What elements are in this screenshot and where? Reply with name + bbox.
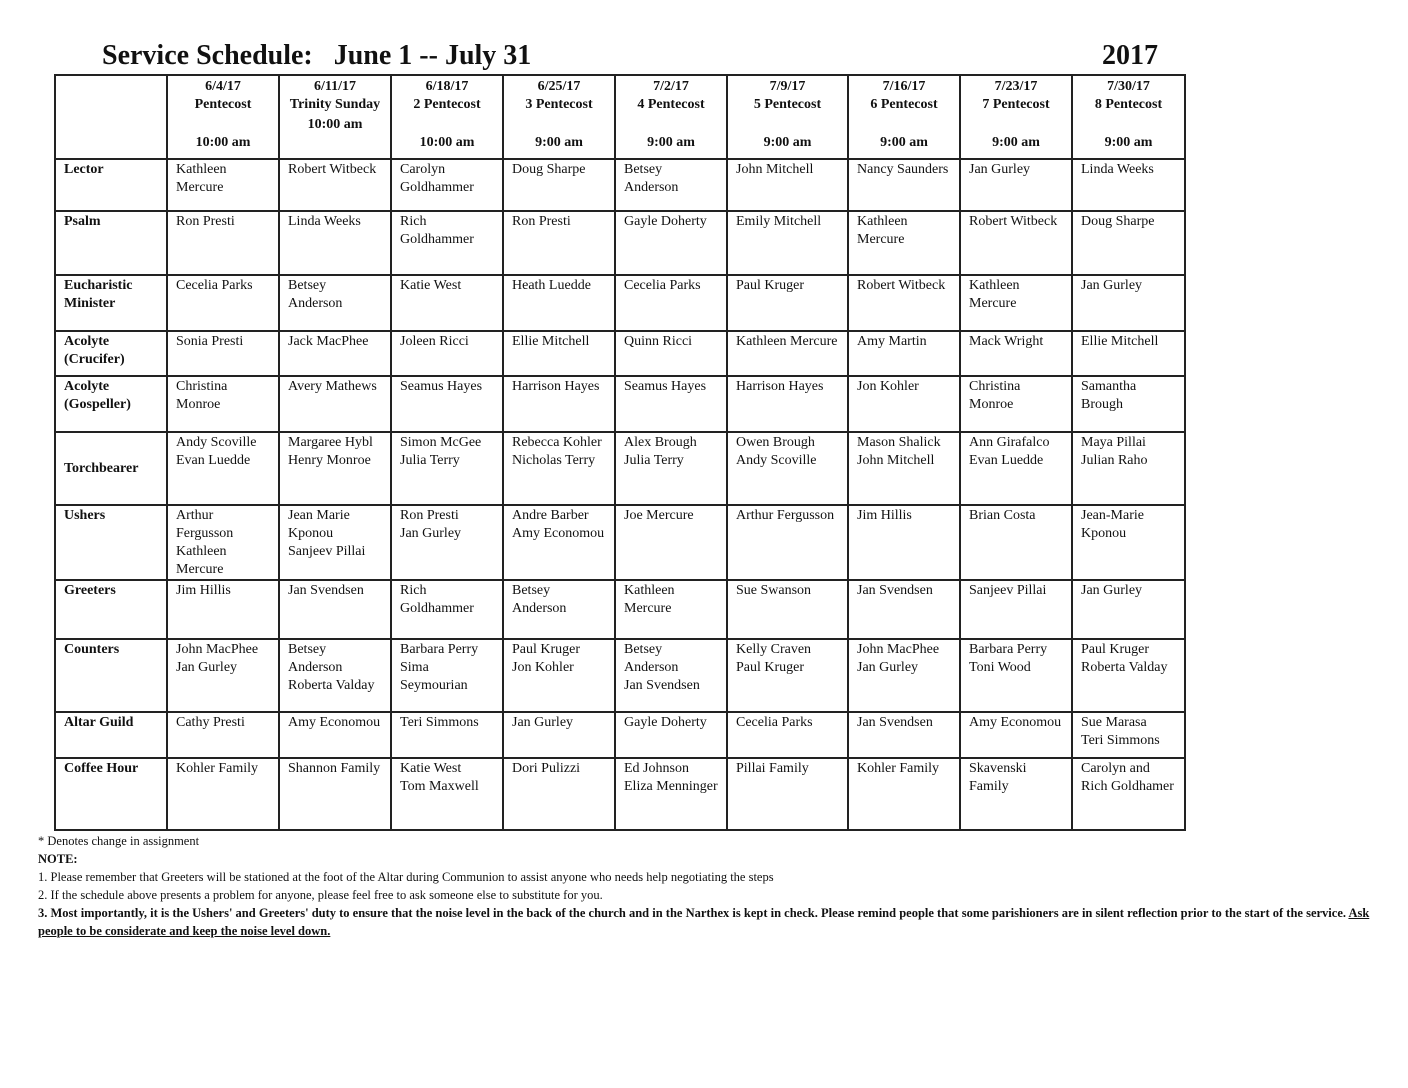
assignment-cell [615,580,727,639]
assignment-cell [279,712,391,758]
assignee-name: Jan Gurley [857,660,919,675]
assignment-cell [1072,758,1185,830]
column-service-name: 4 Pentecost [637,97,705,112]
column-date: 6/18/17 [425,79,469,94]
assignment-cell [1072,159,1185,211]
note-2: 2. If the schedule above presents a problem for anyone, please feel free to ask someone else to substitute for you. [38,888,603,902]
assignment-cell [391,211,503,275]
assignment-cell [279,211,391,275]
table-row [55,331,1185,376]
assignee-name: Joleen Ricci [400,334,469,349]
assignee-name: Jan Svendsen [288,583,364,598]
assignee-name: Ann Girafalco [969,435,1050,450]
assignee-name: Pillai Family [736,761,809,776]
assignment-cell [960,639,1072,712]
assignee-name: Doug Sharpe [512,162,586,177]
assignee-name: John Mitchell [857,453,935,468]
note-3-text: 3. Most importantly, it is the Ushers' and Greeters' duty to ensure that the noise level in the back of the church and in the Narthex is kept in check. Please remind people that some parishioners are in silent reflection prior to the start of the service. [38,906,1349,920]
assignee-name: Mason Shalick [857,435,941,450]
assignment-cell [960,376,1072,432]
assignee-name: Roberta Valday [1081,660,1168,675]
assignee-name: Paul Kruger [736,278,805,293]
assignee-name: Seamus Hayes [624,379,707,394]
assignment-cell [391,505,503,580]
assignee-name: Roberta Valday [288,678,375,693]
assignee-name: Sue Swanson [736,583,812,598]
column-header [727,75,848,159]
assignment-cell [167,275,279,331]
column-service-name: 3 Pentecost [525,97,593,112]
assignment-cell [167,432,279,505]
assignee-name: Henry Monroe [288,453,371,468]
assignment-cell [615,275,727,331]
assignee-name: Alex Brough [624,435,697,450]
assignee-name: Brian Costa [969,508,1036,523]
assignee-name: Harrison Hayes [736,379,824,394]
assignee-name: Kohler Family [176,761,259,776]
assignment-cell [279,159,391,211]
assignment-cell [615,376,727,432]
assignment-cell [391,432,503,505]
assignee-name: Amy Economou [288,715,381,730]
assignee-name: Amy Economou [969,715,1062,730]
column-service-time: 10:00 am [419,135,475,150]
assignment-cell [848,639,960,712]
assignment-cell [960,712,1072,758]
assignee-name: Margaree Hybl [288,435,373,450]
assignment-cell [167,505,279,580]
assignment-cell [167,639,279,712]
table-row [55,712,1185,758]
note-3-underlined: Ask people to be considerate and keep the noise level down. [38,906,1370,938]
assignee-name: Simon McGee [400,435,482,450]
assignment-cell [727,712,848,758]
assignment-cell [279,275,391,331]
table-row [55,758,1185,830]
column-header [960,75,1072,159]
column-header [1072,75,1185,159]
schedule-year: 2017 [1102,40,1158,71]
assignment-cell [279,580,391,639]
schedule-table [54,74,1186,831]
assignment-cell [167,580,279,639]
assignment-cell [960,159,1072,211]
assignment-cell [848,758,960,830]
note-1: 1. Please remember that Greeters will be stationed at the foot of the Altar during Communion to assist anyone who needs help negotiating the steps [38,870,774,884]
assignee-name: Nancy Saunders [857,162,949,177]
assignment-cell [848,159,960,211]
assignee-name: Barbara Perry [969,642,1048,657]
assignment-cell [960,580,1072,639]
column-date: 7/30/17 [1107,79,1150,94]
assignment-cell [167,211,279,275]
assignee-name: Rich Goldhammer [400,214,474,247]
assignee-name: Betsey Anderson [288,642,343,675]
assignee-name: Arthur Fergusson [176,508,234,541]
assignee-name: Paul Kruger [1081,642,1150,657]
assignee-name: Gayle Doherty [624,715,707,730]
assignee-name: Amy Martin [857,334,927,349]
assignee-name: Avery Mathews [288,379,377,394]
assignee-name: Jean Marie Kponou [288,508,350,541]
assignee-name: Kathleen Mercure [176,544,227,577]
assignment-cell [391,275,503,331]
assignment-cell [167,376,279,432]
assignment-cell [727,580,848,639]
assignee-name: Emily Mitchell [736,214,822,229]
assignment-cell [503,432,615,505]
column-header [503,75,615,159]
column-service-name: 8 Pentecost [1094,97,1163,112]
assignee-name: Betsey Anderson [512,583,567,616]
assignment-cell [727,159,848,211]
column-service-time: 9:00 am [880,135,928,150]
assignee-name: Julia Terry [400,453,460,468]
column-service-time: 9:00 am [647,135,695,150]
assignee-name: Kelly Craven [736,642,812,657]
assignee-name: Sima Seymourian [400,660,468,693]
assignee-name: Gayle Doherty [624,214,707,229]
assignee-name: Christina Monroe [969,379,1021,412]
assignee-name: Ron Presti [400,508,459,523]
assignment-cell [1072,580,1185,639]
assignment-cell [615,432,727,505]
assignee-name: Jan Gurley [1081,583,1143,598]
assignment-cell [391,376,503,432]
assignee-name: Harrison Hayes [512,379,600,394]
column-header [167,75,279,159]
role-label: Psalm [55,211,167,275]
assignee-name: Jim Hillis [176,583,231,598]
column-date: 7/9/17 [769,79,806,94]
column-service-name: Trinity Sunday [289,97,381,112]
assignment-cell [1072,376,1185,432]
assignment-cell [1072,331,1185,376]
assignment-cell [279,331,391,376]
table-row [55,639,1185,712]
column-service-name: 5 Pentecost [753,97,822,112]
assignment-cell [391,331,503,376]
assignee-name: Arthur Fergusson [736,508,835,523]
assignment-cell [727,211,848,275]
role-label: Eucharistic Minister [55,275,167,331]
assignee-name: Eliza Menninger [624,779,718,794]
assignment-cell [848,211,960,275]
assignee-name: Owen Brough [736,435,815,450]
column-header [279,75,391,159]
assignment-cell [960,758,1072,830]
role-label: Acolyte (Crucifer) [55,331,167,376]
assignment-cell [848,275,960,331]
assignee-name: Ed Johnson [624,761,689,776]
assignment-cell [391,580,503,639]
table-row [55,580,1185,639]
assignee-name: Andy Scoville [176,435,257,450]
role-label: Counters [55,639,167,712]
assignee-name: Betsey Anderson [288,278,343,311]
assignment-cell [1072,211,1185,275]
assignee-name: Cecelia Parks [736,715,813,730]
assignment-cell [727,275,848,331]
assignee-name: Jim Hillis [857,508,912,523]
assignment-cell [615,211,727,275]
assignee-name: Rebecca Kohler [512,435,602,450]
assignee-name: Samantha Brough [1081,379,1137,412]
assignee-name: Betsey Anderson [624,162,679,195]
table-row [55,211,1185,275]
assignment-cell [503,758,615,830]
assignee-name: John Mitchell [736,162,814,177]
column-service-name: Pentecost [194,97,252,112]
table-body [55,159,1185,830]
assignment-cell [279,758,391,830]
assignee-name: Paul Kruger [512,642,581,657]
assignment-cell [391,639,503,712]
assignment-cell [503,211,615,275]
assignee-name: Evan Luedde [969,453,1044,468]
assignment-cell [167,758,279,830]
assignment-cell [848,331,960,376]
assignment-cell [727,758,848,830]
assignee-name: Linda Weeks [1081,162,1154,177]
assignment-cell [960,211,1072,275]
assignment-cell [1072,639,1185,712]
assignee-name: Jon Kohler [512,660,574,675]
assignment-cell [727,505,848,580]
assignee-name: Doug Sharpe [1081,214,1155,229]
assignee-name: Robert Witbeck [857,278,946,293]
assignee-name: Heath Luedde [512,278,591,293]
assignee-name: Jean-Marie Kponou [1081,508,1144,541]
assignment-cell [503,580,615,639]
table-row [55,376,1185,432]
column-service-time: 9:00 am [535,135,583,150]
assignment-cell [279,639,391,712]
assignee-name: Jack MacPhee [288,334,369,349]
role-label: Acolyte (Gospeller) [55,376,167,432]
assignment-cell [727,376,848,432]
role-label: Lector [55,159,167,211]
assignee-name: Ron Presti [176,214,235,229]
assignment-cell [615,159,727,211]
table-row [55,505,1185,580]
assignee-name: Kathleen Mercure [969,278,1020,311]
assignee-name: Teri Simmons [1081,733,1160,748]
assignee-name: Betsey Anderson [624,642,679,675]
assignee-name: Sonia Presti [176,334,244,349]
column-date: 7/23/17 [994,79,1038,94]
assignment-cell [503,159,615,211]
column-header [615,75,727,159]
assignee-name: Robert Witbeck [288,162,377,177]
assignment-cell [503,275,615,331]
assignee-name: Jan Svendsen [857,583,933,598]
assignee-name: Kathleen Mercure [736,334,838,349]
assignment-cell [848,376,960,432]
assignee-name: Cathy Presti [176,715,245,730]
assignee-name: Mack Wright [969,334,1044,349]
assignment-cell [615,712,727,758]
assignment-cell [1072,505,1185,580]
assignee-name: Amy Economou [512,526,605,541]
assignee-name: Teri Simmons [400,715,479,730]
corner-cell [55,75,167,159]
assignment-cell [848,505,960,580]
assignment-cell [615,331,727,376]
assignee-name: Carolyn and Rich Goldhamer [1081,761,1174,794]
column-service-time: 10:00 am [195,135,251,150]
assignee-name: John MacPhee [857,642,940,657]
assignment-cell [1072,432,1185,505]
assignment-cell [960,432,1072,505]
assignment-cell [615,505,727,580]
assignee-name: Jan Gurley [400,526,462,541]
assignee-name: Cecelia Parks [176,278,253,293]
assignee-name: Katie West [400,761,462,776]
assignee-name: Julian Raho [1081,453,1148,468]
table-row [55,432,1185,505]
assignee-name: Kathleen Mercure [857,214,908,247]
assignee-name: Maya Pillai [1081,435,1146,450]
assignee-name: Jan Gurley [969,162,1031,177]
assignee-name: Quinn Ricci [624,334,693,349]
assignee-name: Toni Wood [969,660,1031,675]
column-service-time: 9:00 am [1104,135,1153,150]
change-note: * Denotes change in assignment [38,834,200,848]
assignee-name: Shannon Family [288,761,381,776]
assignee-name: Sue Marasa [1081,715,1147,730]
assignment-cell [503,712,615,758]
assignee-name: Julia Terry [624,453,684,468]
assignment-cell [167,159,279,211]
assignee-name: Linda Weeks [288,214,361,229]
assignee-name: Robert Witbeck [969,214,1058,229]
column-header [848,75,960,159]
assignment-cell [960,275,1072,331]
assignee-name: Jan Gurley [512,715,574,730]
assignee-name: Katie West [400,278,462,293]
column-date: 6/25/17 [537,79,581,94]
header-row [55,75,1185,159]
assignment-cell [279,432,391,505]
assignee-name: Ron Presti [512,214,571,229]
assignee-name: Jan Svendsen [857,715,933,730]
assignee-name: Kathleen Mercure [624,583,675,616]
assignee-name: Skavenski Family [969,761,1027,794]
assignment-cell [848,432,960,505]
assignee-name: Jan Gurley [176,660,238,675]
assignment-cell [848,712,960,758]
assignee-name: Kohler Family [857,761,940,776]
assignment-cell [615,639,727,712]
assignment-cell [279,505,391,580]
assignment-cell [960,331,1072,376]
assignment-cell [503,376,615,432]
column-date: 7/16/17 [882,79,926,94]
assignment-cell [848,580,960,639]
column-service-time: 9:00 am [992,135,1040,150]
column-service-name: 6 Pentecost [870,97,938,112]
assignee-name: Sanjeev Pillai [288,544,366,559]
footer-notes [38,832,1378,940]
role-label: Greeters [55,580,167,639]
assignment-cell [615,758,727,830]
column-date: 6/11/17 [313,79,356,94]
assignee-name: Tom Maxwell [400,779,479,794]
note-heading: NOTE: [38,852,78,866]
assignee-name: Kathleen Mercure [176,162,227,195]
assignee-name: Andy Scoville [736,453,817,468]
assignee-name: Barbara Perry [400,642,479,657]
column-date: 6/4/17 [205,79,241,94]
assignment-cell [727,331,848,376]
assignee-name: Jan Gurley [1081,278,1143,293]
assignment-cell [391,758,503,830]
assignee-name: Joe Mercure [624,508,694,523]
assignment-cell [391,712,503,758]
table-row [55,275,1185,331]
assignee-name: Dori Pulizzi [512,761,581,776]
column-service-name: 2 Pentecost [413,97,481,112]
assignment-cell [503,331,615,376]
assignment-cell [167,331,279,376]
assignee-name: Evan Luedde [176,453,251,468]
assignment-cell [391,159,503,211]
assignment-cell [1072,275,1185,331]
table-row [55,159,1185,211]
assignee-name: Jan Svendsen [624,678,700,693]
column-service-name: 7 Pentecost [982,97,1050,112]
role-label: Torchbearer [55,432,167,505]
assignment-cell [1072,712,1185,758]
assignee-name: Christina Monroe [176,379,228,412]
assignee-name: John MacPhee [176,642,259,657]
assignee-name: Seamus Hayes [400,379,483,394]
assignment-cell [503,639,615,712]
column-date: 7/2/17 [653,79,689,94]
assignment-cell [727,639,848,712]
role-label: Ushers [55,505,167,580]
assignee-name: Paul Kruger [736,660,805,675]
column-header [391,75,503,159]
assignment-cell [727,432,848,505]
column-service-time: 9:00 am [763,135,812,150]
column-service-time: 10:00 am [307,117,363,132]
assignee-name: Rich Goldhammer [400,583,474,616]
assignment-cell [503,505,615,580]
assignment-cell [167,712,279,758]
assignee-name: Nicholas Terry [512,453,596,468]
assignee-name: Cecelia Parks [624,278,701,293]
role-label: Coffee Hour [55,758,167,830]
assignee-name: Sanjeev Pillai [969,583,1047,598]
assignee-name: Ellie Mitchell [1081,334,1159,349]
assignment-cell [279,376,391,432]
assignee-name: Andre Barber [512,508,589,523]
assignee-name: Carolyn Goldhammer [400,162,474,195]
note-3 [38,904,1378,940]
assignee-name: Ellie Mitchell [512,334,590,349]
role-label: Altar Guild [55,712,167,758]
assignee-name: Jon Kohler [857,379,919,394]
schedule-title: Service Schedule: June 1 -- July 31 [102,40,532,71]
assignment-cell [960,505,1072,580]
